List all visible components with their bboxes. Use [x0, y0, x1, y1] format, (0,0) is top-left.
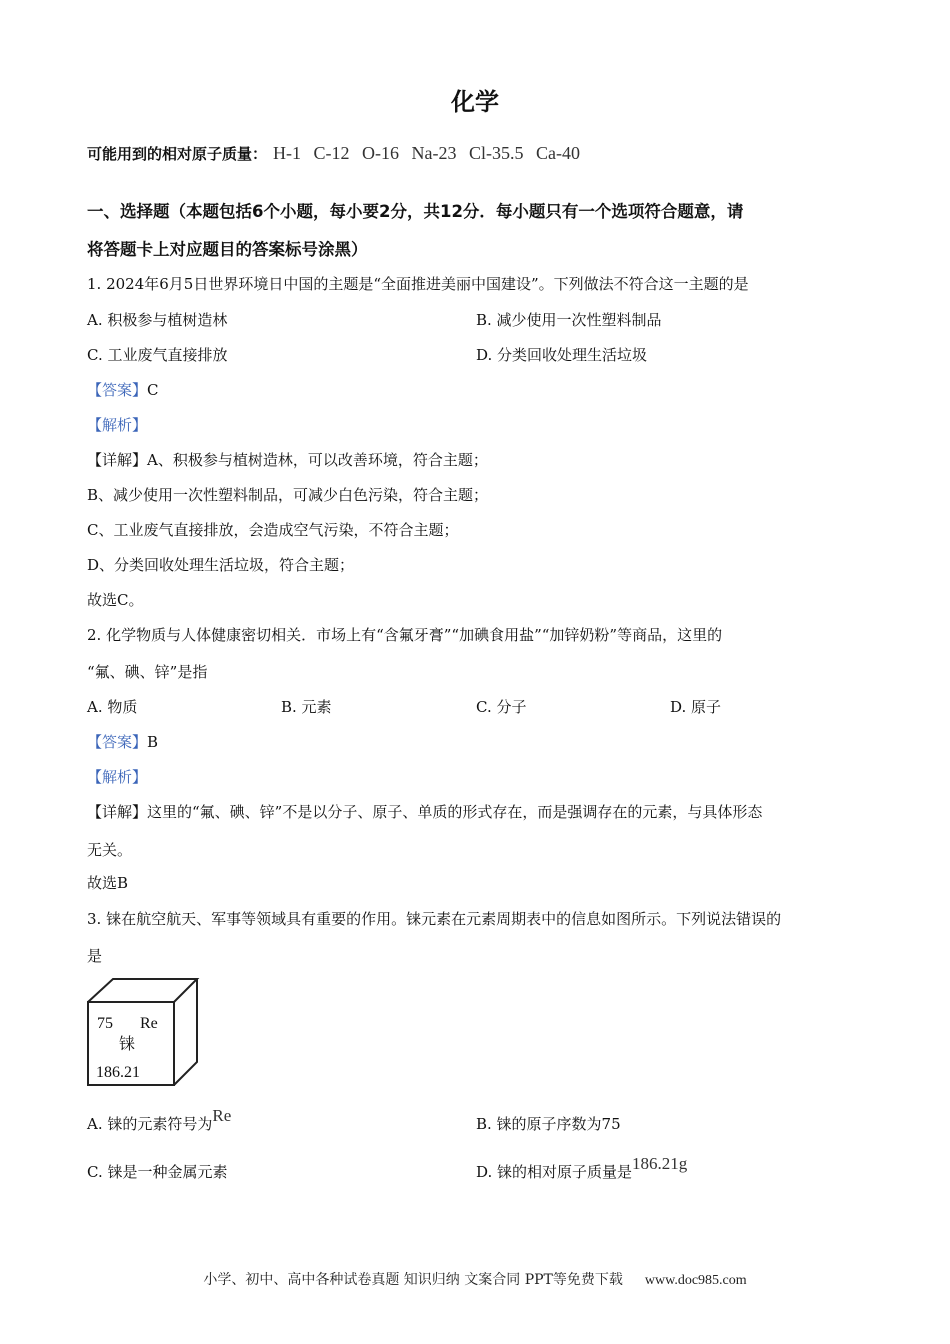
element-symbol: Re — [140, 1015, 158, 1032]
q1-option-b: B. 减少使用一次性塑料制品 — [476, 311, 662, 329]
q3-stem-line1: 3. 铼在航空航天、军事等领域具有重要的作用。铼元素在元素周期表中的信息如图所示。下列说法错误的 — [87, 910, 782, 928]
answer-tag: 【答案】 — [87, 733, 148, 751]
q2-option-c: C. 分子 — [476, 698, 527, 716]
q2-option-a: A. 物质 — [87, 698, 138, 716]
q1-analysis-tag: 【解析】 — [87, 416, 148, 434]
q1-detail-4: D、分类回收处理生活垃圾，符合主题； — [87, 556, 355, 574]
q2-stem-line2: “氟、碘、锌”是指 — [87, 663, 208, 681]
element-atomic-number: 75 — [97, 1015, 113, 1032]
q1-option-a: A. 积极参与植树造林 — [87, 311, 228, 329]
q2-answer — [87, 732, 158, 752]
atomic-masses-values: H-1 C-12 O-16 Na-23 Cl-35.5 Ca-40 — [273, 143, 580, 163]
q1-detail-3: C、工业废气直接排放，会造成空气污染，不符合主题； — [87, 521, 459, 539]
q1-option-c: C. 工业废气直接排放 — [87, 346, 228, 364]
q1-stem: 1. 2024年6月5日世界环境日中国的主题是“全面推进美丽中国建设”。下列做法不符合这一主题的是 — [87, 275, 749, 293]
footer-text: 小学、初中、高中各种试卷真题 知识归纳 文案合同 PPT等免费下载 — [203, 1272, 623, 1288]
q3-option-b: B. 铼的原子序数为75 — [476, 1115, 621, 1133]
section-heading-line1: 一、选择题（本题包括6个小题，每小要2分，共12分．每小题只有一个选项符合题意，请 — [87, 202, 744, 221]
q3-option-a-formula: Re — [212, 1106, 232, 1125]
element-name: 铼 — [119, 1034, 136, 1053]
q3-option-c: C. 铼是一种金属元素 — [87, 1163, 228, 1181]
q1-conclusion: 故选C。 — [87, 591, 144, 609]
q1-answer — [87, 380, 159, 400]
q3-option-d-formula: 186.21g — [632, 1154, 688, 1173]
q2-conclusion: 故选B — [87, 874, 129, 892]
atomic-masses-label: 可能用到的相对原子质量： — [87, 145, 268, 163]
detail-tag: 【详解】 — [87, 451, 148, 469]
detail-tag: 【详解】 — [87, 803, 148, 821]
q1-detail-1: 【详解】A、积极参与植树造林，可以改善环境，符合主题； — [87, 451, 488, 469]
element-cell-figure — [85, 976, 203, 1088]
q2-stem-line1: 2. 化学物质与人体健康密切相关．市场上有“含氟牙膏”“加碘食用盐”“加锌奶粉”等商品，这里的 — [87, 626, 723, 644]
q3-option-a: A. 铼的元素符号为Re — [87, 1106, 232, 1133]
q2-option-d: D. 原子 — [670, 698, 722, 716]
footer-url[interactable]: www.doc985.com — [644, 1273, 747, 1288]
q1-detail-2: B、减少使用一次性塑料制品，可减少白色污染，符合主题； — [87, 486, 489, 504]
q3-stem-line2: 是 — [87, 947, 103, 965]
q1-answer-value: C — [147, 381, 159, 399]
answer-tag: 【答案】 — [87, 381, 148, 399]
element-mass: 186.21 — [96, 1064, 140, 1081]
cube-top-face — [88, 979, 197, 1002]
page-footer — [0, 1269, 950, 1289]
q3-option-d: D. 铼的相对原子质量是186.21g — [476, 1154, 688, 1181]
page-title: 化学 — [451, 88, 499, 116]
section-heading-line2: 将答题卡上对应题目的答案标号涂黑） — [87, 240, 368, 259]
cube-side-face — [174, 979, 197, 1085]
q2-analysis-tag: 【解析】 — [87, 768, 148, 786]
atomic-masses-line — [87, 143, 580, 164]
q2-detail-line1: 【详解】这里的“氟、碘、锌”不是以分子、原子、单质的形式存在，而是强调存在的元素，与具体形态 — [87, 803, 763, 821]
q2-detail-line2: 无关。 — [87, 841, 133, 859]
q2-answer-value: B — [147, 733, 159, 751]
q1-option-d: D. 分类回收处理生活垃圾 — [476, 346, 648, 364]
q2-option-b: B. 元素 — [281, 698, 332, 716]
